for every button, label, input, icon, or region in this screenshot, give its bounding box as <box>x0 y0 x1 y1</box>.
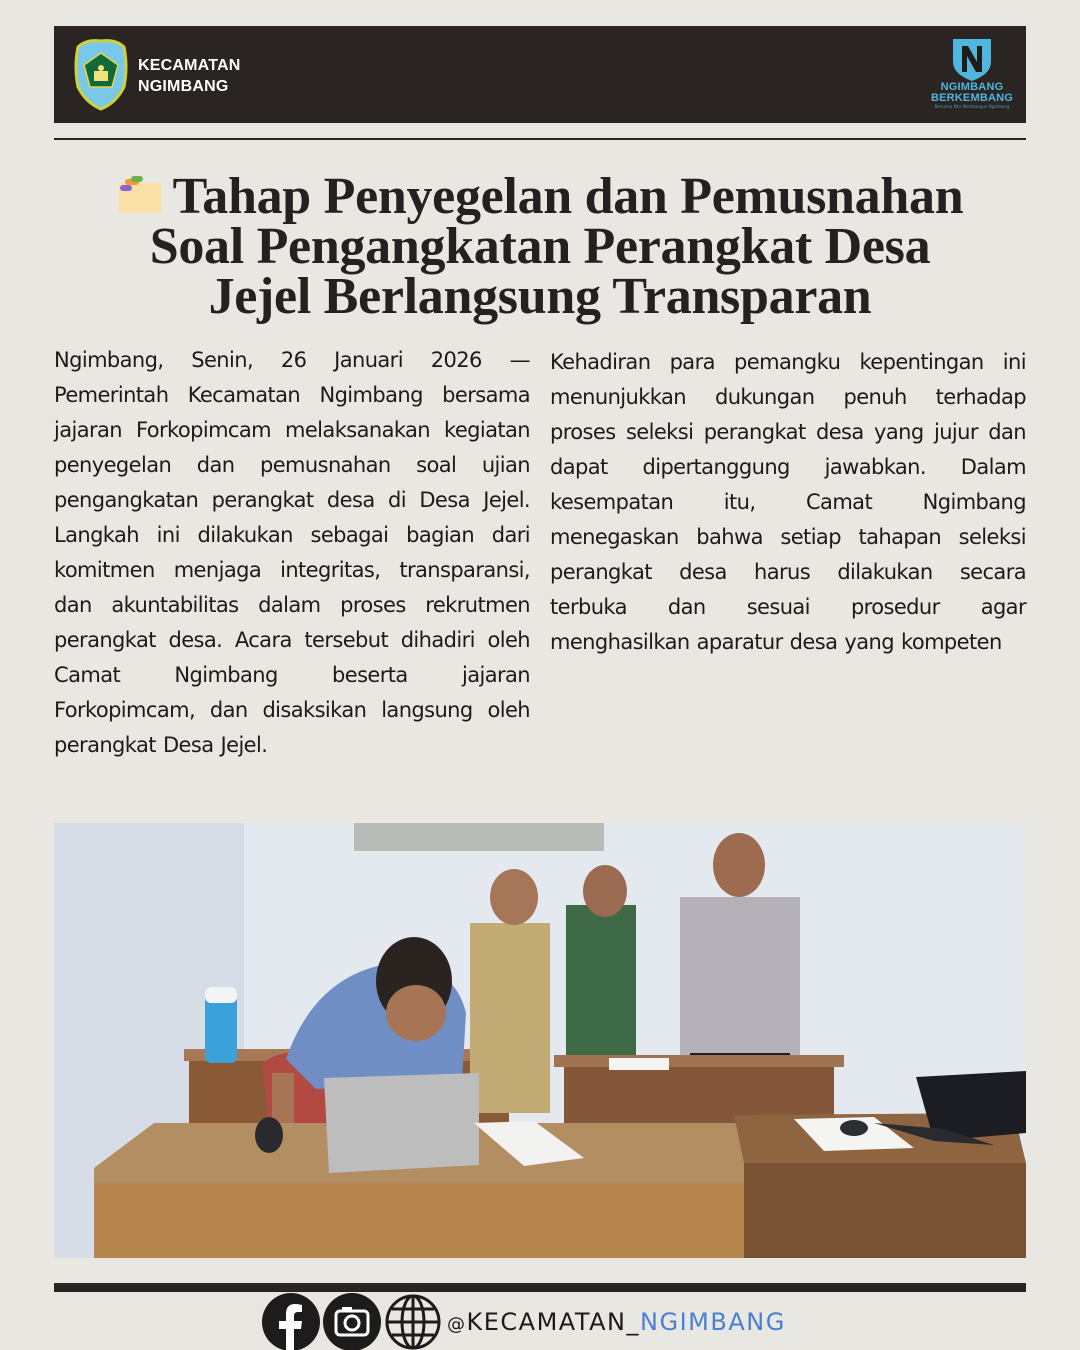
org-name-line1: KECAMATAN <box>138 57 241 74</box>
n-shield-icon <box>950 36 994 82</box>
logo-tagline: Bersama Kita Membangun Ngimbang <box>934 104 1010 109</box>
divider-bottom <box>54 1283 1026 1292</box>
folder-icon <box>117 175 163 215</box>
facebook-icon[interactable] <box>262 1293 320 1350</box>
header-bar <box>54 26 1026 123</box>
event-photo-illustration <box>54 823 1026 1258</box>
article-paragraph-right: Kehadiran para pemangku kepentingan ini menunjukkan dukungan penuh terhadap proses seleksi perangkat desa yang jujur dan dapat dipertanggung jawabkan. Dalam kesempatan itu, Camat Ngimbang menegaskan bahwa setiap tahapan seleksi perangkat desa harus dilakukan secara terbuka dan sesuai prosedur agar menghasilkan aparatur desa yang kompeten <box>550 350 1026 654</box>
logo-line1: NGIMBANG <box>940 81 1004 93</box>
regency-emblem-icon <box>72 37 130 111</box>
instagram-camera-icon[interactable] <box>323 1293 381 1350</box>
logo-line2: BERKEMBANG <box>930 92 1014 104</box>
org-name <box>138 55 241 97</box>
divider-top <box>54 138 1026 140</box>
social-links <box>262 1293 786 1350</box>
article-title <box>60 168 1020 325</box>
title-line-3: Jejel Berlangsung Transparan <box>208 268 872 325</box>
title-line-1: Tahap Penyegelan dan Pemusnahan <box>60 172 1020 222</box>
social-handle[interactable]: @KECAMATAN_NGIMBANG <box>447 1307 786 1336</box>
article-paragraph-left: Ngimbang, Senin, 26 Januari 2026 — Pemerintah Kecamatan Ngimbang bersama jajaran Forkopimcam melaksanakan kegiatan penyegelan dan pemusnahan soal ujian pengangkatan perangkat desa di Desa Jejel. Langkah ini dilakukan sebagai bagian dari komitmen menjaga integritas, transparansi, dan akuntabilitas dalam proses rekrutmen perangkat desa. Acara tersebut dihadiri oleh Camat Ngimbang beserta jajaran Forkopimcam, dan disaksikan langsung oleh perangkat Desa Jejel. <box>54 348 530 757</box>
org-name-line2: NGIMBANG <box>138 78 229 95</box>
event-photo <box>54 823 1026 1258</box>
ngimbang-berkembang-logo <box>928 36 1016 116</box>
title-line-2: Soal Pengangkatan Perangkat Desa <box>149 218 931 275</box>
globe-icon[interactable] <box>384 1293 442 1350</box>
